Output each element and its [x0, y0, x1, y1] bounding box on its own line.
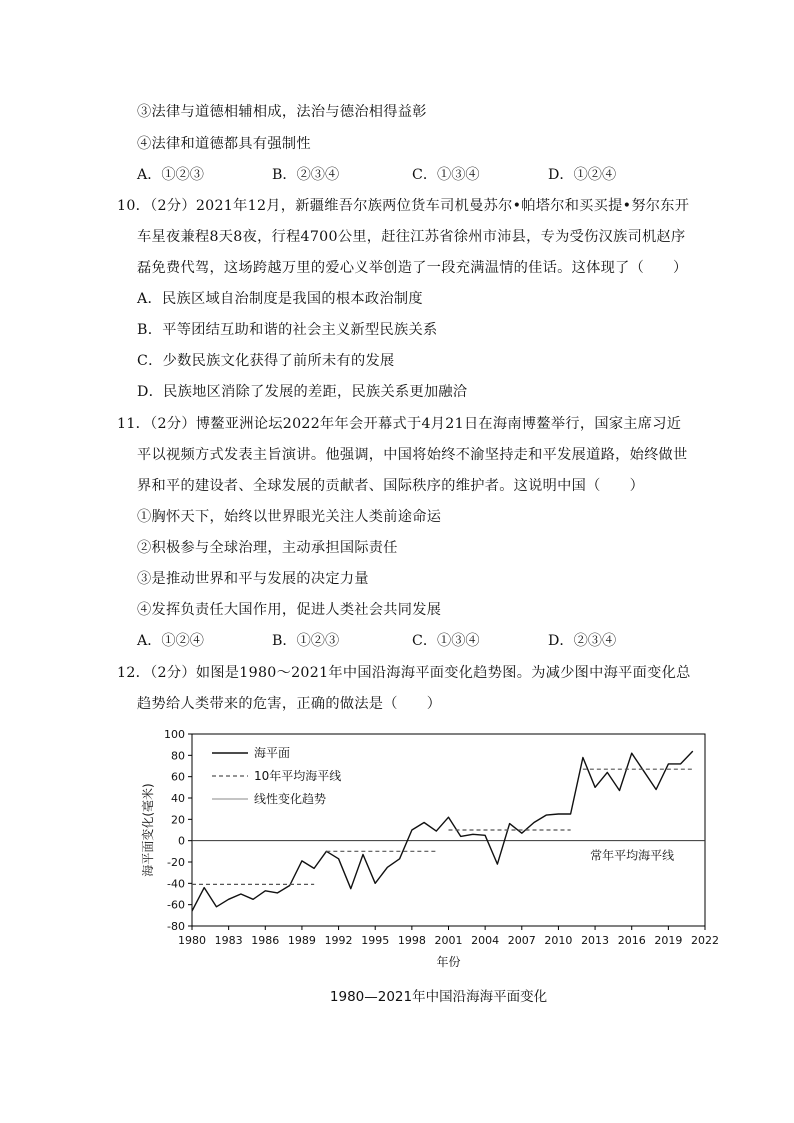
- q11-stem-line-3: 界和平的建设者、全球发展的贡献者、国际秩序的维护者。这说明中国（ ）: [137, 478, 645, 494]
- q11-option-a[interactable]: A．①②④: [137, 633, 204, 649]
- q12-stem-line-2: 趋势给人类带来的危害，正确的做法是（ ）: [137, 696, 442, 712]
- q11-stem-line-1: 11．（2分）博鳌亚洲论坛2022年年会开幕式于4月21日在海南博鳌举行，国家主席习近: [117, 416, 682, 432]
- q11-item-3: ③是推动世界和平与发展的决定力量: [137, 571, 369, 587]
- q9-option-d[interactable]: D．①②④: [548, 167, 617, 183]
- q10-option-c[interactable]: C．少数民族文化获得了前所未有的发展: [137, 353, 395, 369]
- chart-title: 1980—2021年中国沿海海平面变化: [329, 989, 548, 1005]
- x-tick-label: 1998: [397, 934, 426, 947]
- q11-item-4: ④发挥负责任大国作用，促进人类社会共同发展: [137, 602, 442, 618]
- x-tick-label: 1986: [251, 934, 280, 947]
- x-tick-label: 2004: [471, 934, 500, 947]
- y-tick-label: 60: [171, 770, 185, 784]
- q11-item-2: ②积极参与全球治理，主动承担国际责任: [137, 540, 398, 556]
- legend-label-sea-level: 海平面: [254, 746, 291, 760]
- x-tick-label: 2010: [544, 934, 573, 947]
- legend-label-decade-average: 10年平均海平线: [254, 769, 342, 783]
- q9-item-3: ③法律与道德相辅相成，法治与德治相得益彰: [137, 104, 427, 120]
- q10-stem-line-1: 10．（2分）2021年12月，新疆维吾尔族两位货车司机曼苏尔•帕塔尔和买买提•努尔东开: [117, 198, 690, 214]
- q9-item-4: ④法律和道德都具有强制性: [137, 136, 311, 152]
- y-tick-label: 100: [164, 728, 185, 741]
- q10-stem-line-3: 磊免费代驾，这场跨越万里的爱心义举创造了一段充满温情的佳话。这体现了（ ）: [137, 260, 688, 276]
- x-tick-label: 2022: [691, 934, 719, 947]
- y-tick-label: -60: [167, 898, 185, 912]
- x-tick-label: 2019: [654, 934, 683, 947]
- q11-item-1: ①胸怀天下，始终以世界眼光关注人类前途命运: [137, 509, 442, 525]
- q9-option-a[interactable]: A．①②③: [137, 167, 204, 183]
- y-tick-label: -40: [167, 877, 185, 891]
- q10-option-a[interactable]: A．民族区域自治制度是我国的根本政治制度: [137, 291, 423, 307]
- y-axis-label: 海平面变化(毫米): [141, 783, 155, 877]
- x-tick-label: 2013: [581, 934, 610, 947]
- x-tick-label: 2016: [617, 934, 646, 947]
- y-tick-label: -20: [167, 856, 185, 869]
- x-tick-label: 1992: [324, 934, 353, 947]
- q11-option-c[interactable]: C．①③④: [412, 633, 480, 649]
- q10-stem-line-2: 车星夜兼程8天8夜，行程4700公里，赶往江苏省徐州市沛县，专为受伤汉族司机赵序: [137, 229, 686, 245]
- q10-option-b[interactable]: B．平等团结互助和谐的社会主义新型民族关系: [137, 322, 438, 338]
- x-tick-label: 2001: [434, 934, 463, 947]
- y-tick-label: 0: [178, 834, 185, 848]
- q12-stem-line-1: 12．（2分）如图是1980～2021年中国沿海海平面变化趋势图。为减少图中海平面变化总: [117, 665, 691, 681]
- q11-stem-line-2: 平以视频方式发表主旨演讲。他强调，中国将始终不渝坚持走和平发展道路，始终做世: [137, 447, 688, 463]
- y-tick-label: -80: [167, 920, 185, 933]
- sea-level-chart: [135, 726, 725, 1006]
- q9-option-c[interactable]: C．①③④: [412, 167, 480, 183]
- x-tick-label: 1983: [214, 934, 243, 947]
- x-axis-label: 年份: [436, 955, 461, 969]
- q9-option-b[interactable]: B．②③④: [272, 167, 340, 183]
- x-tick-label: 1980: [178, 934, 206, 947]
- x-tick-label: 1989: [287, 934, 316, 947]
- y-tick-label: 40: [171, 792, 185, 805]
- q10-option-d[interactable]: D．民族地区消除了发展的差距，民族关系更加融洽: [137, 384, 468, 400]
- sea-level-chart-svg: [135, 726, 725, 1006]
- q11-option-d[interactable]: D．②③④: [548, 633, 617, 649]
- q11-option-b[interactable]: B．①②③: [272, 633, 340, 649]
- baseline-label: 常年平均海平线: [590, 848, 675, 863]
- legend-label-linear-trend: 线性变化趋势: [254, 792, 327, 806]
- x-tick-label: 2007: [507, 934, 536, 947]
- y-tick-label: 80: [171, 749, 185, 763]
- x-tick-label: 1995: [361, 934, 390, 947]
- y-tick-label: 20: [171, 813, 185, 827]
